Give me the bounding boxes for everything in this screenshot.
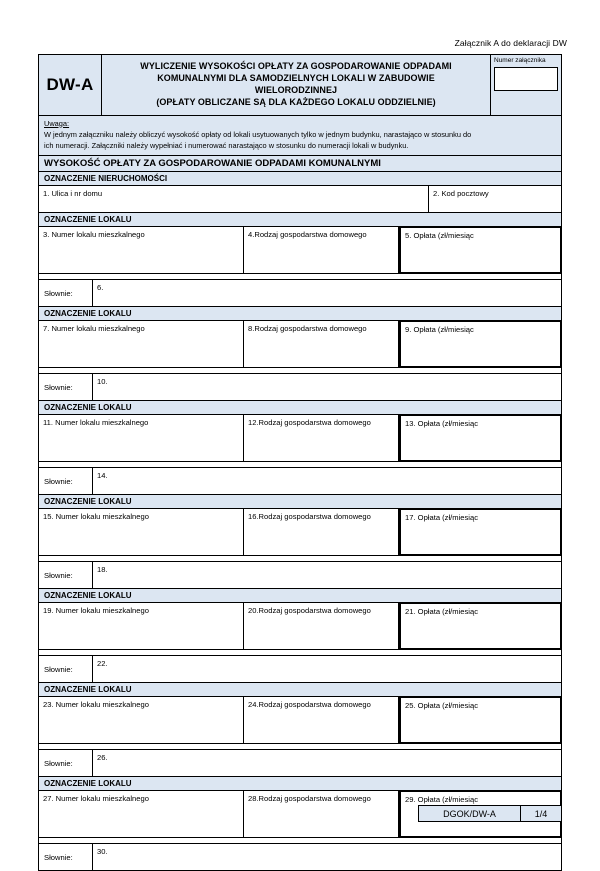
premises-number-field-6[interactable] bbox=[39, 697, 244, 743]
amount-in-words-field-3[interactable] bbox=[93, 468, 561, 494]
premises-number-label-3: 11. Numer lokalu mieszkalnego bbox=[43, 418, 149, 428]
postal-code-field[interactable] bbox=[429, 186, 561, 212]
amount-in-words-number-7: 30. bbox=[97, 847, 108, 857]
premises-number-label-1: 3. Numer lokalu mieszkalnego bbox=[43, 230, 145, 240]
premises-row-1 bbox=[39, 227, 561, 274]
attachment-note: Załącznik A do deklaracji DW bbox=[454, 38, 567, 48]
note-title: Uwaga: bbox=[44, 118, 70, 128]
footer-form-code: DGOK/DW-A bbox=[419, 806, 521, 821]
premises-number-field-5[interactable] bbox=[39, 603, 244, 649]
fee-field-5[interactable] bbox=[399, 602, 562, 650]
amount-in-words-row-3 bbox=[39, 468, 561, 495]
fee-field-4[interactable] bbox=[399, 508, 562, 556]
fee-label-4: 17. Opłata (zł/miesiąc bbox=[405, 513, 479, 523]
fee-label-1: 5. Opłata (zł/miesiąc bbox=[405, 231, 474, 241]
premises-row-4 bbox=[39, 509, 561, 556]
amount-in-words-label-7: Słownie: bbox=[39, 844, 93, 870]
fee-label-6: 25. Opłata (zł/miesiąc bbox=[405, 701, 479, 711]
note-line-1: W jednym załączniku należy obliczyć wysokość opłaty od lokali usytuowanych tylko w jednym budynku, narastająco w stosunku do bbox=[44, 130, 472, 140]
street-and-number-label: 1. Ulica i nr domu bbox=[43, 189, 103, 199]
household-type-label-4: 16.Rodzaj gospodarstwa domowego bbox=[248, 512, 371, 522]
premises-row-2 bbox=[39, 321, 561, 368]
amount-in-words-label-1: Słownie: bbox=[39, 280, 93, 306]
household-type-field-2[interactable] bbox=[244, 321, 399, 367]
footer-page-number: 1/4 bbox=[534, 808, 548, 819]
premises-number-label-5: 19. Numer lokalu mieszkalnego bbox=[43, 606, 149, 616]
household-type-field-5[interactable] bbox=[244, 603, 399, 649]
amount-in-words-field-4[interactable] bbox=[93, 562, 561, 588]
amount-in-words-number-1: 6. bbox=[97, 283, 104, 293]
form-title-line-2: KOMUNALNYMI DLA SAMODZIELNYCH LOKALI W ZABUDOWIE bbox=[157, 72, 435, 83]
fee-label-3: 13. Opłata (zł/miesiąc bbox=[405, 419, 479, 429]
form-title-line-4: (OPŁATY OBLICZANE SĄ DLA KAŻDEGO LOKALU ODDZIELNIE) bbox=[156, 96, 436, 107]
premises-number-label-6: 23. Numer lokalu mieszkalnego bbox=[43, 700, 149, 710]
fee-field-6[interactable] bbox=[399, 696, 562, 744]
premises-number-field-4[interactable] bbox=[39, 509, 244, 555]
section-title-premises-6: OZNACZENIE LOKALU bbox=[39, 683, 561, 697]
amount-in-words-number-2: 10. bbox=[97, 377, 108, 387]
premises-number-field-1[interactable] bbox=[39, 227, 244, 273]
premises-number-label-2: 7. Numer lokalu mieszkalnego bbox=[43, 324, 145, 334]
household-type-label-6: 24.Rodzaj gospodarstwa domowego bbox=[248, 700, 371, 710]
premises-number-field-2[interactable] bbox=[39, 321, 244, 367]
property-row bbox=[39, 186, 561, 213]
section-title-main: WYSOKOŚĆ OPŁATY ZA GOSPODAROWANIE ODPADAMI KOMUNALNYMI bbox=[39, 156, 561, 172]
section-title-premises-2: OZNACZENIE LOKALU bbox=[39, 307, 561, 321]
amount-in-words-row-6 bbox=[39, 750, 561, 777]
section-title-premises-1: OZNACZENIE LOKALU bbox=[39, 213, 561, 227]
amount-in-words-row-4 bbox=[39, 562, 561, 589]
amount-in-words-number-4: 18. bbox=[97, 565, 108, 575]
household-type-label-3: 12.Rodzaj gospodarstwa domowego bbox=[248, 418, 371, 428]
section-title-property: OZNACZENIE NIERUCHOMOŚCI bbox=[39, 172, 561, 186]
form-title bbox=[102, 55, 491, 115]
amount-in-words-field-1[interactable] bbox=[93, 280, 561, 306]
form-title-line-1: WYLICZENIE WYSOKOŚCI OPŁATY ZA GOSPODAROWANIE ODPADAMI bbox=[140, 61, 452, 71]
amount-in-words-label-6: Słownie: bbox=[39, 750, 93, 776]
attachment-number-field bbox=[491, 55, 561, 115]
amount-in-words-number-6: 26. bbox=[97, 753, 108, 763]
street-and-number-field[interactable] bbox=[39, 186, 429, 212]
premises-number-field-7[interactable] bbox=[39, 791, 244, 837]
fee-field-1[interactable] bbox=[399, 226, 562, 274]
note-block bbox=[39, 116, 561, 157]
fee-label-5: 21. Opłata (zł/miesiąc bbox=[405, 607, 479, 617]
form-container bbox=[38, 54, 562, 871]
amount-in-words-row-2 bbox=[39, 374, 561, 401]
form-title-line-3: WIELORODZINNEJ bbox=[254, 84, 338, 95]
amount-in-words-row-5 bbox=[39, 656, 561, 683]
premises-number-field-3[interactable] bbox=[39, 415, 244, 461]
household-type-field-7[interactable] bbox=[244, 791, 399, 837]
premises-number-label-7: 27. Numer lokalu mieszkalnego bbox=[43, 794, 149, 804]
household-type-field-1[interactable] bbox=[244, 227, 399, 273]
amount-in-words-field-6[interactable] bbox=[93, 750, 561, 776]
postal-code-label: 2. Kod pocztowy bbox=[433, 189, 489, 199]
amount-in-words-number-3: 14. bbox=[97, 471, 108, 481]
amount-in-words-field-2[interactable] bbox=[93, 374, 561, 400]
section-title-premises-7: OZNACZENIE LOKALU bbox=[39, 777, 561, 791]
form-code: DW-A bbox=[39, 55, 102, 115]
amount-in-words-number-5: 22. bbox=[97, 659, 108, 669]
section-title-premises-4: OZNACZENIE LOKALU bbox=[39, 495, 561, 509]
note-line-2: ich numeracji. Załączniki należy wypełniać i numerować narastająco w stosunku do numeracji lokali w budynku. bbox=[44, 140, 409, 150]
amount-in-words-row-1 bbox=[39, 280, 561, 307]
premises-row-3 bbox=[39, 415, 561, 462]
amount-in-words-label-5: Słownie: bbox=[39, 656, 93, 682]
section-title-premises-5: OZNACZENIE LOKALU bbox=[39, 589, 561, 603]
fee-field-2[interactable] bbox=[399, 320, 562, 368]
fee-field-3[interactable] bbox=[399, 414, 562, 462]
household-type-label-7: 28.Rodzaj gospodarstwa domowego bbox=[248, 794, 371, 804]
amount-in-words-field-5[interactable] bbox=[93, 656, 561, 682]
section-title-premises-3: OZNACZENIE LOKALU bbox=[39, 401, 561, 415]
amount-in-words-label-3: Słownie: bbox=[39, 468, 93, 494]
footer bbox=[418, 805, 562, 822]
household-type-label-2: 8.Rodzaj gospodarstwa domowego bbox=[248, 324, 367, 334]
household-type-field-3[interactable] bbox=[244, 415, 399, 461]
household-type-field-6[interactable] bbox=[244, 697, 399, 743]
household-type-label-1: 4.Rodzaj gospodarstwa domowego bbox=[248, 230, 367, 240]
amount-in-words-label-2: Słownie: bbox=[39, 374, 93, 400]
fee-label-7: 29. Opłata (zł/miesiąc bbox=[405, 795, 479, 805]
form-header bbox=[39, 55, 561, 116]
premises-row-6 bbox=[39, 697, 561, 744]
household-type-label-5: 20.Rodzaj gospodarstwa domowego bbox=[248, 606, 371, 616]
premises-row-5 bbox=[39, 603, 561, 650]
attachment-number-label: Numer załącznika bbox=[494, 57, 546, 64]
premises-number-label-4: 15. Numer lokalu mieszkalnego bbox=[43, 512, 149, 522]
household-type-field-4[interactable] bbox=[244, 509, 399, 555]
amount-in-words-label-4: Słownie: bbox=[39, 562, 93, 588]
attachment-number-input[interactable] bbox=[494, 67, 558, 91]
fee-label-2: 9. Opłata (zł/miesiąc bbox=[405, 325, 474, 335]
